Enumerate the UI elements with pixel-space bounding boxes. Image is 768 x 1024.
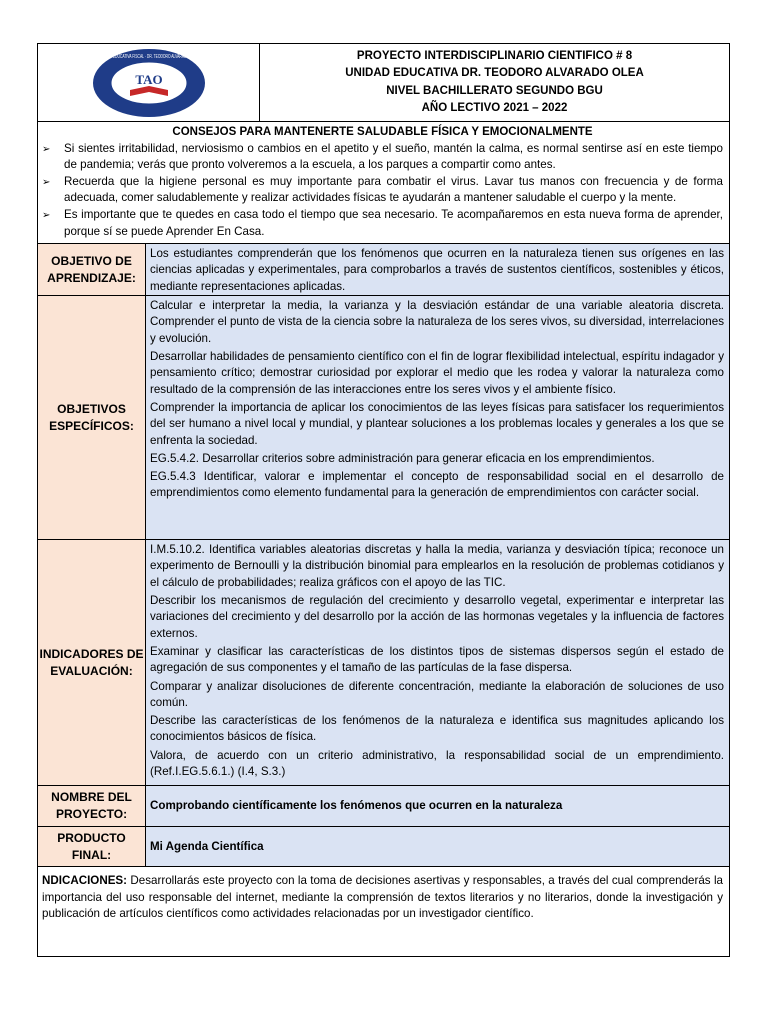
- school-name: UNIDAD EDUCATIVA DR. TEODORO ALVARADO OLEA: [345, 67, 644, 79]
- specific-objective-item: Desarrollar habilidades de pensamiento científico con el fin de lograr flexibilidad intelectual, espíritu indagador y pensamiento crítico; demostrar curiosidad por explorar el medio que les rodea y valorar la naturaleza como resultado de la comprensión de las interacciones entre los seres vivos y el ambiente físico.: [150, 350, 724, 396]
- arrow-bullet-icon: ➢: [42, 143, 51, 155]
- tip-text: Recuerda que la higiene personal es muy importante para combatir el virus. Lavar tus manos con frecuencia y de forma adecuada, comer saludablemente y realizar actividades físicas te ayudarán a mantener saludable el cuerpo y la mente.: [64, 174, 723, 205]
- specific-objective-item: Comprender la importancia de aplicar los conocimientos de las leyes físicas para satisfacer los requerimientos del ser humano a nivel local y mundial, y plantear soluciones a los problemas locales y generales a los que se enfrenta la sociedad.: [150, 400, 724, 447]
- project-name-value: Comprobando científicamente los fenómenos que ocurren en la naturaleza: [146, 786, 729, 826]
- arrow-bullet-icon: ➢: [42, 209, 51, 221]
- tip-text: Es importante que te quedes en casa todo el tiempo que sea necesario. Te acompañaremos en esta nueva forma de aprender, porque sí se puede Aprender En Casa.: [64, 207, 723, 238]
- specific-objectives-label: OBJETIVOS ESPECÍFICOS:: [38, 296, 146, 539]
- instructions-text: [42, 873, 723, 950]
- specific-objective-item: EG.5.4.3 Identificar, valorar e implementar el concepto de responsabilidad social en el desarrollo de emprendimientos como elemento fundamental para la generación de emprendimientos con carácter social.: [150, 470, 724, 500]
- indicator-item: Describir los mecanismos de regulación del crecimiento y desarrollo vegetal, experimentar e interpretar las variaciones del crecimiento y del desarrollo por la acción de las hormonas vegetales y la influencia de factores externos.: [150, 594, 724, 640]
- health-tips-section: [38, 122, 729, 244]
- indicator-item: Describe las características de los fenómenos de la naturaleza e identifica sus magnitudes aplicando los conocimientos básicos de física.: [150, 714, 724, 744]
- specific-objective-item: Calcular e interpretar la media, la varianza y la desviación estándar de una variable aleatoria discreta. Comprender el punto de vista de la ciencia sobre la naturaleza de los seres vivos, su diversidad, interrelaciones y evolución.: [150, 299, 724, 345]
- final-product-value: Mi Agenda Científica: [146, 827, 729, 866]
- grade-level: NIVEL BACHILLERATO SEGUNDO BGU: [386, 84, 603, 97]
- tip-item: [42, 141, 723, 174]
- tip-text: Si sientes irritabilidad, nerviosismo o cambios en el apetito y el sueño, mantén la calma, es normal sentirse así en este tiempo de pandemia; verás que pronto volveremos a la escuela, a los parques a compartir como antes.: [64, 141, 723, 172]
- learning-objective-row: [38, 244, 729, 296]
- indicator-item: Examinar y clasificar las características de los distintos tipos de sistemas dispersos según el estado de agregación de sus componentes y el tamaño de las partículas de la fase dispersa.: [150, 644, 724, 675]
- project-title: PROYECTO INTERDISCIPLINARIO CIENTIFICO # 8: [356, 49, 633, 62]
- indicator-item: Comparar y analizar disoluciones de diferente concentración, mediante la elaboración de soluciones de uso común.: [150, 679, 724, 709]
- school-logo-cell: [38, 44, 260, 121]
- indicator-item: I.M.5.10.2. Identifica variables aleatorias discretas y halla la media, varianza y desviación típica; reconoce un experimento de Bernoulli y la distribución binomial para emplearlos en la resolución de problemas cotidianos y el cálculo de probabilidades; realiza gráficos con el apoyo de las TIC.: [150, 543, 724, 589]
- final-product-label: PRODUCTO FINAL:: [38, 827, 146, 866]
- evaluation-indicators-row: [38, 540, 729, 786]
- logo-center-text: TAO: [134, 71, 163, 87]
- project-name-label: NOMBRE DEL PROYECTO:: [38, 786, 146, 826]
- school-year: AÑO LECTIVO 2021 – 2022: [421, 102, 568, 114]
- specific-objective-item: EG.5.4.2. Desarrollar criterios sobre administración para generar eficacia en los emprendimientos.: [150, 451, 655, 465]
- evaluation-indicators-label: INDICADORES DE EVALUACIÓN:: [38, 540, 146, 785]
- instructions-body: Desarrollarás este proyecto con la toma de decisiones asertivas y responsables, a través del cual comprenderás la importancia del uso responsable del internet, mediante la comprensión de textos literarios y no literarios, donde la investigación y publicación de artículos científicos como actividades relacionadas por un investigador científico.: [42, 874, 723, 921]
- document-header: [38, 44, 729, 122]
- indicator-item: Valora, de acuerdo con un criterio administrativo, la responsabilidad social de un emprendimiento. (Ref.I.EG.5.6.1.) (I.4, S.3.): [150, 748, 724, 779]
- school-logo: [90, 46, 208, 120]
- learning-objective-paragraph: Los estudiantes comprenderán que los fenómenos que ocurren en la naturaleza tienen sus orígenes en las ciencias aplicadas y experimentales, para comprobarlos a través de sustentos científicos, sostenibles y éticos, mediante representaciones aplicadas.: [150, 247, 724, 293]
- specific-objectives-row: [38, 296, 729, 540]
- logo-ring-text: UNIDAD EDUCATIVA FISCAL · DR. TEODORO ALVARADO OLEA: [98, 53, 199, 60]
- project-name-row: [38, 786, 729, 827]
- tip-item: [42, 174, 723, 207]
- learning-objective-label: OBJETIVO DE APRENDIZAJE:: [38, 244, 146, 295]
- arrow-bullet-icon: ➢: [42, 176, 51, 188]
- final-product-row: [38, 827, 729, 867]
- tips-title: CONSEJOS PARA MANTENERTE SALUDABLE FÍSICA Y EMOCIONALMENTE: [172, 126, 593, 138]
- evaluation-indicators-list: [146, 540, 729, 785]
- learning-objective-text: [146, 244, 729, 295]
- instructions-lead: NDICACIONES:: [42, 874, 128, 888]
- specific-objectives-list: [146, 296, 729, 539]
- project-document: [37, 43, 730, 957]
- instructions-section: [38, 867, 729, 956]
- tip-item: [42, 207, 723, 240]
- document-title-block: [260, 44, 729, 121]
